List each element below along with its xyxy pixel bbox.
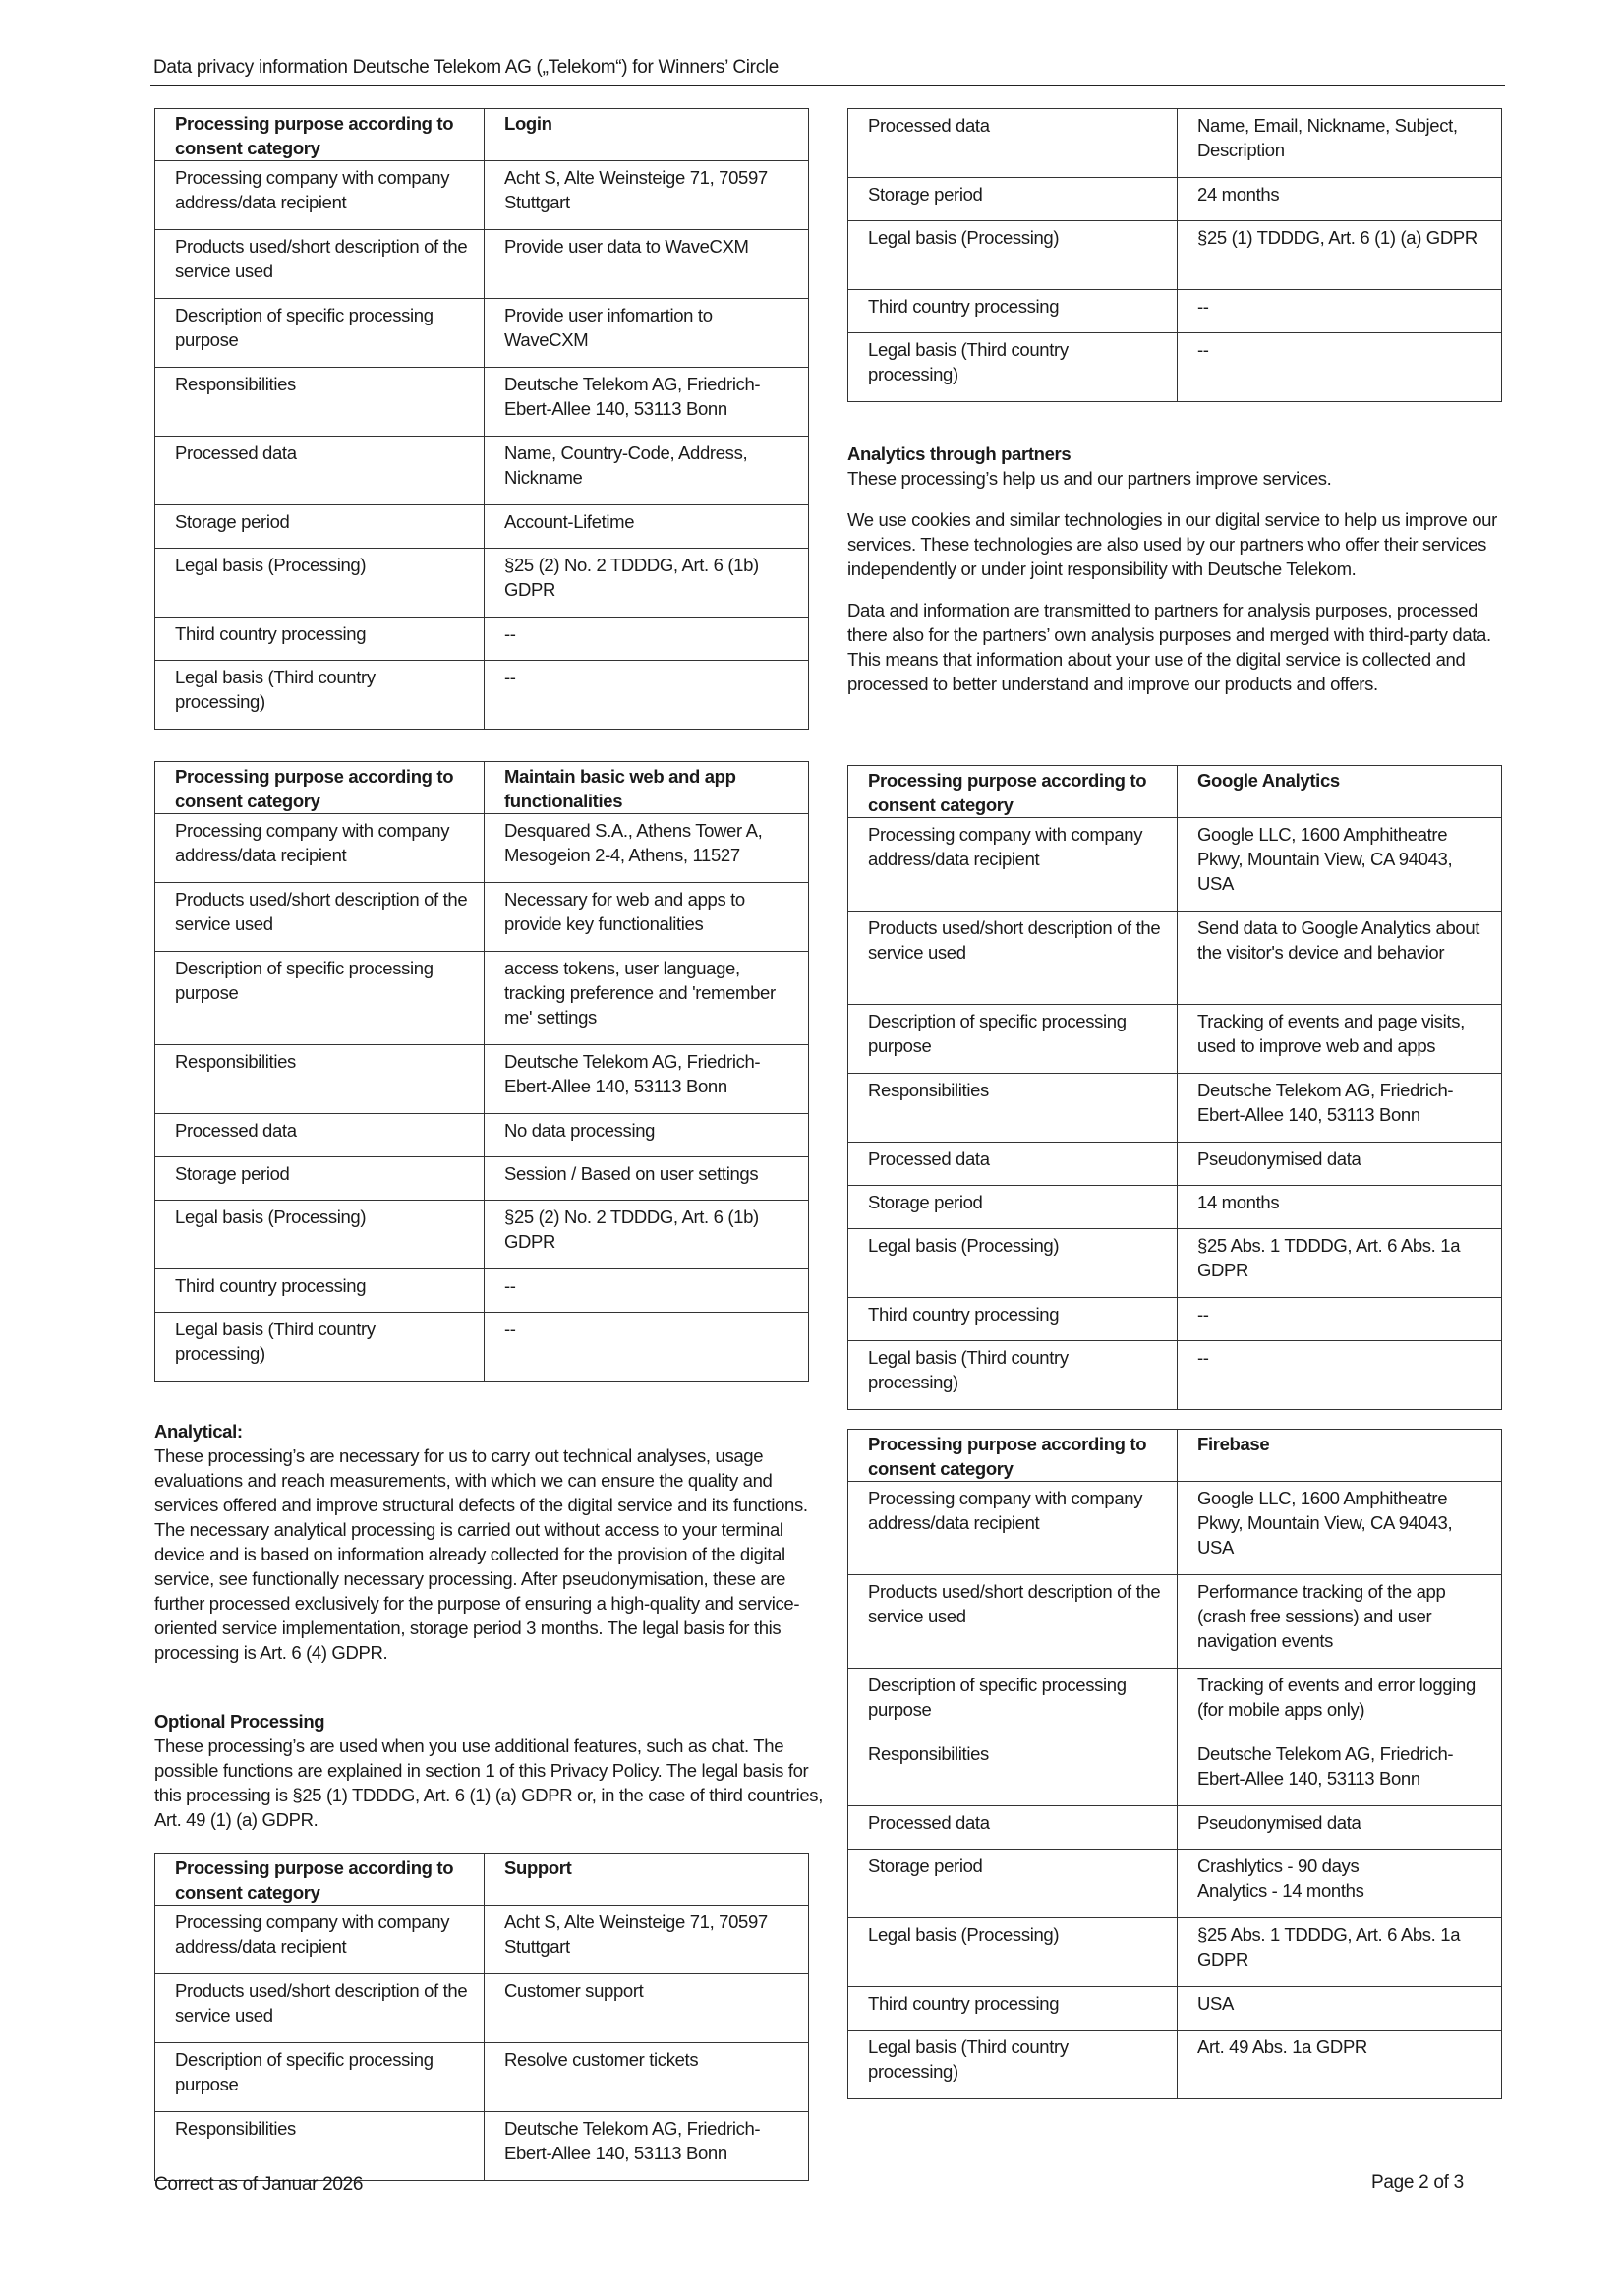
row-label-cell: Legal basis (Third country processing) xyxy=(848,1341,1178,1410)
table-row xyxy=(848,1918,1502,1987)
optional-processing-section xyxy=(154,1709,823,1849)
row-label-cell: Third country processing xyxy=(848,290,1178,333)
optional-processing-text: These processing’s are used when you use additional features, such as chat. The possible functions are explained in section 1 of this Privacy Policy. The legal basis for this processing is §25 (1) TDDDG, Art. 6 (1) (a) GDPR or, in the case of third countries, Art. 49 (1) (a) GDPR. xyxy=(154,1736,823,1830)
row-value-cell: Provide user data to WaveCXM xyxy=(485,230,809,299)
footer-page-number: Page 2 of 3 xyxy=(1371,2172,1464,2193)
row-label-cell: Description of specific processing purpose xyxy=(155,952,485,1045)
row-value-cell: Deutsche Telekom AG, Friedrich-Ebert-Allee 140, 53113 Bonn xyxy=(485,368,809,437)
row-label-cell: Products used/short description of the service used xyxy=(155,1974,485,2043)
table-row xyxy=(155,1313,809,1382)
row-value-cell: No data processing xyxy=(485,1114,809,1157)
row-value-cell: §25 (1) TDDDG, Art. 6 (1) (a) GDPR xyxy=(1178,221,1502,290)
row-label-cell: Processed data xyxy=(848,1143,1178,1186)
table-row xyxy=(155,2043,809,2112)
row-label-cell: Description of specific processing purpose xyxy=(155,2043,485,2112)
row-label-cell: Storage period xyxy=(155,1157,485,1201)
header-label-cell: Processing purpose according to consent category xyxy=(848,1430,1178,1482)
table-row xyxy=(155,952,809,1045)
table-row xyxy=(848,1575,1502,1669)
row-value-cell: Desquared S.A., Athens Tower A, Mesogeion 2-4, Athens, 11527 xyxy=(485,814,809,883)
row-label-cell: Legal basis (Third country processing) xyxy=(155,1313,485,1382)
row-value-cell: Name, Country-Code, Address, Nickname xyxy=(485,437,809,505)
row-label-cell: Legal basis (Processing) xyxy=(155,1201,485,1269)
row-label-cell: Third country processing xyxy=(155,1269,485,1313)
row-value-cell: -- xyxy=(1178,333,1502,402)
support-table-continued xyxy=(847,108,1502,402)
row-value-cell: Performance tracking of the app (crash free sessions) and user navigation events xyxy=(1178,1575,1502,1669)
header-value-cell: Login xyxy=(485,109,809,161)
row-value-cell: Resolve customer tickets xyxy=(485,2043,809,2112)
table-row xyxy=(155,549,809,618)
table-row xyxy=(155,1974,809,2043)
login-table xyxy=(154,108,809,730)
firebase-table xyxy=(847,1429,1502,2099)
row-value-cell: -- xyxy=(485,661,809,730)
row-label-cell: Processed data xyxy=(155,1114,485,1157)
row-value-cell: §25 Abs. 1 TDDDG, Art. 6 Abs. 1a GDPR xyxy=(1178,1918,1502,1987)
row-label-cell: Responsibilities xyxy=(848,1074,1178,1143)
row-value-cell: Deutsche Telekom AG, Friedrich-Ebert-Allee 140, 53113 Bonn xyxy=(485,2112,809,2181)
table-header-row xyxy=(155,1854,809,1906)
row-label-cell: Processing company with company address/data recipient xyxy=(848,818,1178,912)
row-value-cell: Pseudonymised data xyxy=(1178,1143,1502,1186)
row-value-cell: Deutsche Telekom AG, Friedrich-Ebert-Allee 140, 53113 Bonn xyxy=(1178,1737,1502,1806)
table-header-row xyxy=(155,762,809,814)
row-value-cell: -- xyxy=(485,1313,809,1382)
table-row xyxy=(848,1669,1502,1737)
table-row xyxy=(155,299,809,368)
row-label-cell: Legal basis (Processing) xyxy=(155,549,485,618)
analytics-partners-paragraph-2: Data and information are transmitted to partners for analysis purposes, processed there also for the partners’ own analysis purposes and merged with third-party data. This means that information about your use of the digital service is collected and processed to better understand and improve our products and offers. xyxy=(847,600,1491,694)
table-row xyxy=(155,1157,809,1201)
footer-date: Correct as of Januar 2026 xyxy=(154,2174,364,2195)
row-value-cell: -- xyxy=(485,1269,809,1313)
row-label-cell: Legal basis (Processing) xyxy=(848,1229,1178,1298)
row-value-cell: Send data to Google Analytics about the visitor's device and behavior xyxy=(1178,912,1502,1005)
row-label-cell: Products used/short description of the service used xyxy=(848,1575,1178,1669)
row-label-cell: Processing company with company address/data recipient xyxy=(155,161,485,230)
row-label-cell: Legal basis (Third country processing) xyxy=(848,2031,1178,2099)
row-label-cell: Processed data xyxy=(155,437,485,505)
row-label-cell: Processed data xyxy=(848,109,1178,178)
table-row xyxy=(155,505,809,549)
row-label-cell: Third country processing xyxy=(155,618,485,661)
header-value-cell: Firebase xyxy=(1178,1430,1502,1482)
row-value-cell: Pseudonymised data xyxy=(1178,1806,1502,1850)
row-label-cell: Responsibilities xyxy=(155,1045,485,1114)
row-label-cell: Storage period xyxy=(848,1850,1178,1918)
table-header-row xyxy=(848,766,1502,818)
row-value-cell: Account-Lifetime xyxy=(485,505,809,549)
row-label-cell: Third country processing xyxy=(848,1987,1178,2031)
row-label-cell: Legal basis (Third country processing) xyxy=(155,661,485,730)
table-row xyxy=(155,1114,809,1157)
table-row xyxy=(155,2112,809,2181)
header-divider xyxy=(150,85,1505,86)
analytics-partners-section xyxy=(847,442,1516,713)
page-header-title: Data privacy information Deutsche Telekom AG („Telekom“) for Winners’ Circle xyxy=(153,57,780,78)
analytics-partners-heading: Analytics through partners xyxy=(847,443,1072,464)
table-row xyxy=(155,1269,809,1313)
table-row xyxy=(155,368,809,437)
table-row xyxy=(848,1005,1502,1074)
table-row xyxy=(848,1074,1502,1143)
header-value-cell: Google Analytics xyxy=(1178,766,1502,818)
table-row xyxy=(848,1987,1502,2031)
row-value-cell: 24 months xyxy=(1178,178,1502,221)
row-label-cell: Legal basis (Processing) xyxy=(848,221,1178,290)
table-row xyxy=(848,1806,1502,1850)
row-value-cell: Google LLC, 1600 Amphitheatre Pkwy, Mountain View, CA 94043, USA xyxy=(1178,818,1502,912)
row-label-cell: Responsibilities xyxy=(848,1737,1178,1806)
table-row xyxy=(848,333,1502,402)
row-label-cell: Responsibilities xyxy=(155,2112,485,2181)
row-label-cell: Storage period xyxy=(848,1186,1178,1229)
row-value-cell: §25 (2) No. 2 TDDDG, Art. 6 (1b) GDPR xyxy=(485,1201,809,1269)
header-value-cell: Maintain basic web and app functionalities xyxy=(485,762,809,814)
row-value-cell: 14 months xyxy=(1178,1186,1502,1229)
header-label-cell: Processing purpose according to consent category xyxy=(848,766,1178,818)
row-label-cell: Storage period xyxy=(848,178,1178,221)
header-label-cell: Processing purpose according to consent category xyxy=(155,762,485,814)
row-value-cell: Deutsche Telekom AG, Friedrich-Ebert-Allee 140, 53113 Bonn xyxy=(1178,1074,1502,1143)
row-label-cell: Storage period xyxy=(155,505,485,549)
row-value-cell: -- xyxy=(1178,290,1502,333)
table-row xyxy=(155,230,809,299)
table-row xyxy=(848,1737,1502,1806)
row-value-cell: access tokens, user language, tracking preference and 'remember me' settings xyxy=(485,952,809,1045)
table-row xyxy=(848,290,1502,333)
row-value-cell: Acht S, Alte Weinsteige 71, 70597 Stuttgart xyxy=(485,161,809,230)
row-label-cell: Description of specific processing purpose xyxy=(155,299,485,368)
row-value-cell: -- xyxy=(1178,1341,1502,1410)
analytical-heading: Analytical: xyxy=(154,1421,243,1442)
table-row xyxy=(155,661,809,730)
row-label-cell: Products used/short description of the service used xyxy=(155,883,485,952)
table-row xyxy=(848,1143,1502,1186)
table-row xyxy=(155,161,809,230)
table-row xyxy=(848,912,1502,1005)
table-row xyxy=(155,1045,809,1114)
table-row xyxy=(155,814,809,883)
row-label-cell: Legal basis (Third country processing) xyxy=(848,333,1178,402)
table-row xyxy=(155,1201,809,1269)
row-value-cell: Tracking of events and error logging (for mobile apps only) xyxy=(1178,1669,1502,1737)
optional-processing-heading: Optional Processing xyxy=(154,1711,325,1732)
table-header-row xyxy=(155,109,809,161)
table-row xyxy=(848,1850,1502,1918)
row-value-cell: Tracking of events and page visits, used to improve web and apps xyxy=(1178,1005,1502,1074)
analytics-partners-intro: These processing’s help us and our partners improve services. xyxy=(847,468,1332,489)
row-value-cell: -- xyxy=(1178,1298,1502,1341)
row-label-cell: Processing company with company address/data recipient xyxy=(155,1906,485,1974)
row-label-cell: Processing company with company address/data recipient xyxy=(848,1482,1178,1575)
support-table xyxy=(154,1853,809,2181)
header-value-cell: Support xyxy=(485,1854,809,1906)
basic-functionalities-table xyxy=(154,761,809,1382)
row-value-cell: Acht S, Alte Weinsteige 71, 70597 Stuttgart xyxy=(485,1906,809,1974)
table-row xyxy=(155,1906,809,1974)
row-label-cell: Description of specific processing purpose xyxy=(848,1669,1178,1737)
table-row xyxy=(848,1298,1502,1341)
row-label-cell: Legal basis (Processing) xyxy=(848,1918,1178,1987)
row-value-cell: -- xyxy=(485,618,809,661)
row-value-cell: Deutsche Telekom AG, Friedrich-Ebert-Allee 140, 53113 Bonn xyxy=(485,1045,809,1114)
header-label-cell: Processing purpose according to consent category xyxy=(155,1854,485,1906)
row-label-cell: Description of specific processing purpose xyxy=(848,1005,1178,1074)
analytical-section xyxy=(154,1419,823,1681)
google-analytics-table xyxy=(847,765,1502,1410)
row-value-cell: Name, Email, Nickname, Subject, Description xyxy=(1178,109,1502,178)
table-row xyxy=(848,1229,1502,1298)
table-row xyxy=(848,818,1502,912)
row-value-cell: Art. 49 Abs. 1a GDPR xyxy=(1178,2031,1502,2099)
row-value-cell: Crashlytics - 90 days Analytics - 14 months xyxy=(1178,1850,1502,1918)
row-label-cell: Responsibilities xyxy=(155,368,485,437)
row-value-cell: §25 Abs. 1 TDDDG, Art. 6 Abs. 1a GDPR xyxy=(1178,1229,1502,1298)
row-label-cell: Processed data xyxy=(848,1806,1178,1850)
row-label-cell: Third country processing xyxy=(848,1298,1178,1341)
header-label-cell: Processing purpose according to consent category xyxy=(155,109,485,161)
row-value-cell: USA xyxy=(1178,1987,1502,2031)
analytics-partners-paragraph-1: We use cookies and similar technologies in our digital service to help us improve our services. These technologies are also used by our partners who offer their services independently or under joint responsibility with Deutsche Telekom. xyxy=(847,509,1497,579)
row-label-cell: Products used/short description of the service used xyxy=(848,912,1178,1005)
table-row xyxy=(848,1186,1502,1229)
row-label-cell: Processing company with company address/data recipient xyxy=(155,814,485,883)
table-row xyxy=(848,1482,1502,1575)
table-row xyxy=(155,883,809,952)
row-value-cell: Necessary for web and apps to provide key functionalities xyxy=(485,883,809,952)
table-row xyxy=(848,178,1502,221)
row-value-cell: Provide user infomartion to WaveCXM xyxy=(485,299,809,368)
table-row xyxy=(848,2031,1502,2099)
table-row xyxy=(155,437,809,505)
table-header-row xyxy=(848,1430,1502,1482)
table-row xyxy=(155,618,809,661)
table-row xyxy=(848,109,1502,178)
row-value-cell: Customer support xyxy=(485,1974,809,2043)
row-value-cell: Session / Based on user settings xyxy=(485,1157,809,1201)
row-value-cell: §25 (2) No. 2 TDDDG, Art. 6 (1b) GDPR xyxy=(485,549,809,618)
row-value-cell: Google LLC, 1600 Amphitheatre Pkwy, Mountain View, CA 94043, USA xyxy=(1178,1482,1502,1575)
table-row xyxy=(848,1341,1502,1410)
row-label-cell: Products used/short description of the service used xyxy=(155,230,485,299)
table-row xyxy=(848,221,1502,290)
analytical-text: These processing’s are necessary for us to carry out technical analyses, usage evaluations and reach measurements, with which we can ensure the quality and services offered and improve structural defects of the digital service and its functions. The necessary analytical processing is carried out without access to your terminal device and is based on information already collected for the provision of the digital service, see functionally necessary processing. After pseudonymisation, these are further processed exclusively for the purpose of ensuring a high-quality and service-oriented service implementation, storage period 3 months. The legal basis for this processing is Art. 6 (4) GDPR. xyxy=(154,1445,808,1663)
